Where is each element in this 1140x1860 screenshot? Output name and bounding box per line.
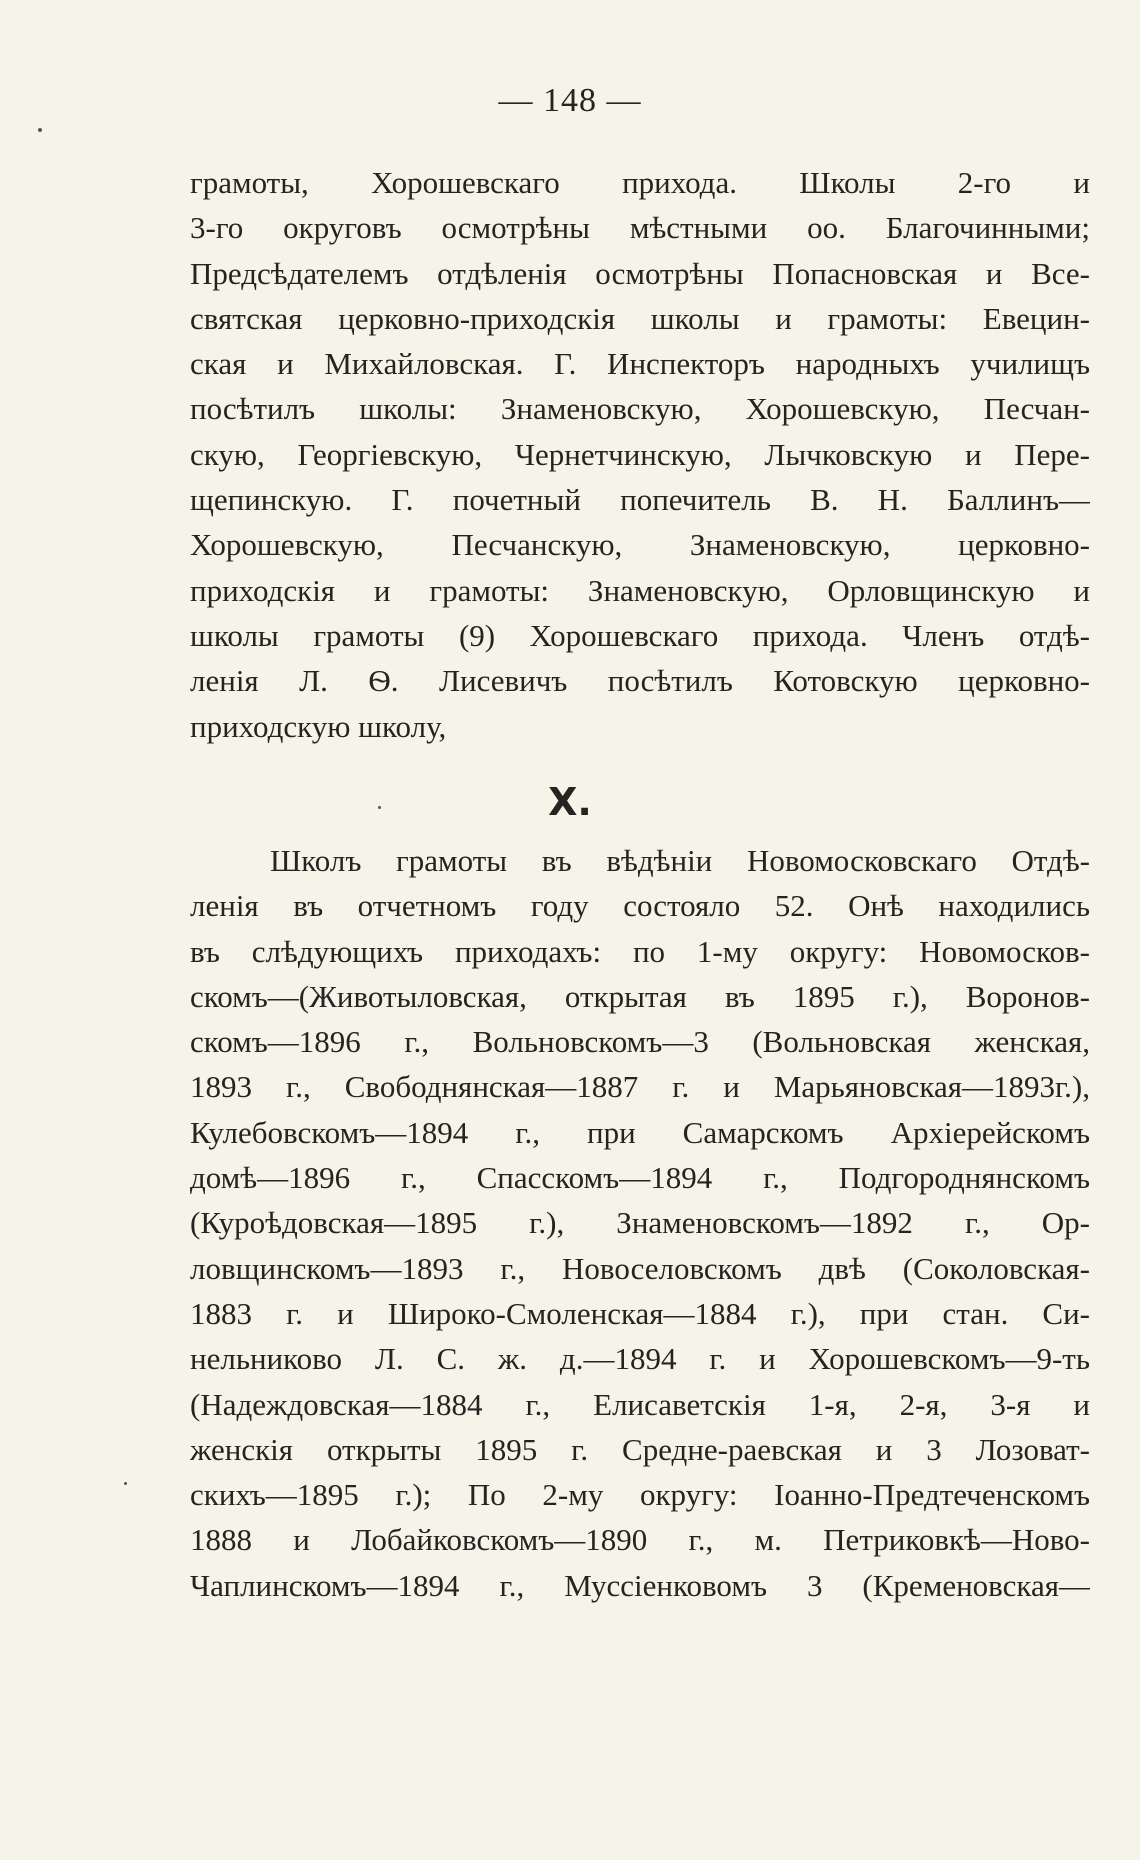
text-line: Предсѣдателемъ отдѣленія осмотрѣны Попасновская и Все- <box>190 255 1090 291</box>
text-line: ленія Л. Ѳ. Лисевичъ посѣтилъ Котовскую церковно- <box>190 663 1090 699</box>
text-line: скую, Георгіевскую, Чернетчинскую, Лычковскую и Пере- <box>190 436 1090 472</box>
text-line: въ слѣдующихъ приходахъ: по 1-му округу: Новомосков- <box>190 933 1090 969</box>
text-line: скомъ—(Животыловская, открытая въ 1895 г.), Воронов- <box>190 978 1090 1014</box>
paragraph-2 <box>190 838 1090 1608</box>
text-line: Школъ грамоты въ вѣдѣніи Новомосковскаго Отдѣ- <box>270 843 1090 878</box>
text-line: 1888 и Лобайковскомъ—1890 г., м. Петриковкѣ—Ново- <box>190 1522 1090 1558</box>
text-line: посѣтилъ школы: Знаменовскую, Хорошевскую, Песчан- <box>190 391 1090 427</box>
text-line: скомъ—1896 г., Вольновскомъ—3 (Вольновская женская, <box>190 1024 1090 1060</box>
text-line: грамоты, Хорошевскаго прихода. Школы 2-го и <box>190 165 1090 200</box>
page-number: — 148 — <box>498 82 642 119</box>
section-heading: X. <box>548 780 592 824</box>
text-line: 1883 г. и Широко-Смоленская—1884 г.), при стан. Си- <box>190 1295 1090 1331</box>
text-line: щепинскую. Г. почетный попечитель В. Н. Баллинъ— <box>190 482 1090 518</box>
text-line: нельниково Л. С. ж. д.—1894 г. и Хорошевскомъ—9-ть <box>190 1341 1090 1377</box>
paragraph-1 <box>190 160 1090 749</box>
text-line: ская и Михайловская. Г. Инспекторъ народныхъ училищъ <box>190 346 1090 382</box>
text-line: (Надеждовская—1884 г., Елисаветскія 1-я, 2-я, 3-я и <box>190 1386 1090 1422</box>
text-line: приходскую школу, <box>190 708 447 744</box>
text-line: 1893 г., Свободнянская—1887 г. и Марьяновская—1893г.), <box>190 1069 1090 1105</box>
text-line: ленія въ отчетномъ году состояло 52. Онѣ находились <box>190 888 1090 924</box>
text-line: домѣ—1896 г., Спасскомъ—1894 г., Подгороднянскомъ <box>190 1160 1090 1196</box>
text-line: ловщинскомъ—1893 г., Новоселовскомъ двѣ (Соколовская- <box>190 1250 1090 1286</box>
text-line: скихъ—1895 г.); По 2-му округу: Іоанно-Предтеченскомъ <box>190 1477 1090 1513</box>
text-line: школы грамоты (9) Хорошевскаго прихода. Членъ отдѣ- <box>190 617 1090 653</box>
text-line: Чаплинскомъ—1894 г., Муссіенковомъ 3 (Кременовская— <box>190 1567 1090 1603</box>
text-line: (Куроѣдовская—1895 г.), Знаменовскомъ—1892 г., Ор- <box>190 1205 1090 1241</box>
text-line: святская церковно-приходскія школы и грамоты: Евецин- <box>190 300 1090 336</box>
text-line: женскія открыты 1895 г. Средне-раевская и 3 Лозоват- <box>190 1431 1090 1467</box>
text-line: Хорошевскую, Песчанскую, Знаменовскую, церковно- <box>190 527 1090 563</box>
text-line: Кулебовскомъ—1894 г., при Самарскомъ Архіерейскомъ <box>190 1114 1090 1150</box>
text-line: приходскія и грамоты: Знаменовскую, Орловщинскую и <box>190 572 1090 608</box>
paper-speck <box>38 128 42 132</box>
paper-speck <box>378 806 381 809</box>
paper-speck <box>124 1482 127 1485</box>
text-line: 3-го округовъ осмотрѣны мѣстными оо. Благочинными; <box>190 210 1090 246</box>
